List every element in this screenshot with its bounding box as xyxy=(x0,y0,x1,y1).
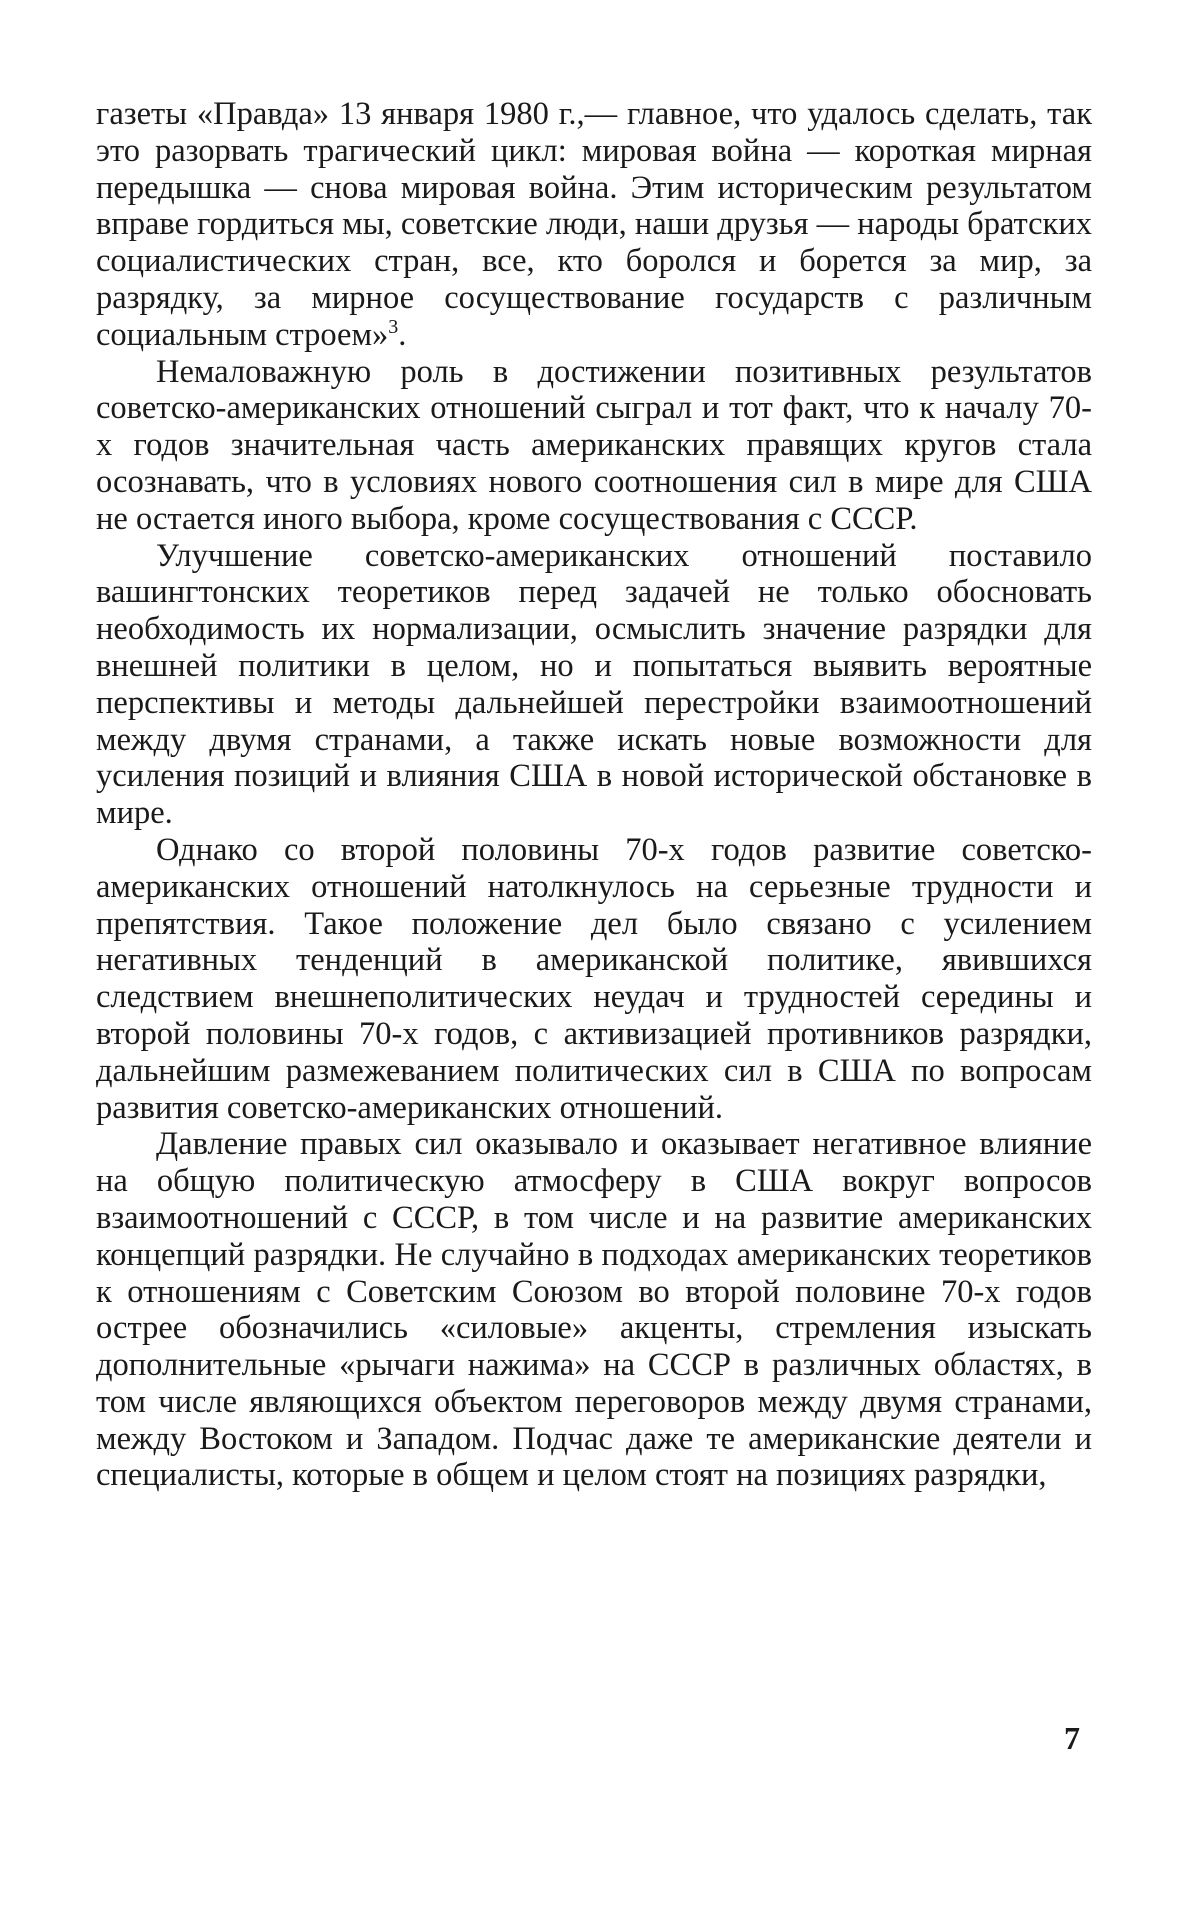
paragraph-4: Однако со второй половины 70-х годов развитие советско-американских отношений натолкнулось на серьезные трудности и препятствия. Такое положение дел было связано с усилением негативных тенденций в американской политике, явившихся следствием внешнеполитических неудач и трудностей середины и второй половины 70-х годов, с активизацией противников разрядки, дальнейшим размежеванием политических сил в США по вопросам развития советско-американских отношений. xyxy=(96,831,1092,1126)
footnote-ref-3: 3 xyxy=(388,315,399,338)
paragraph-2: Немаловажную роль в достижении позитивных результатов советско-американских отношений сыграл и тот факт, что к началу 70-х годов значительная часть американских правящих кругов стала осознавать, что в условиях нового соотношения сил в мире для США не остается иного выбора, кроме сосуществования с СССР. xyxy=(96,353,1092,537)
paragraph-1-tail: . xyxy=(398,316,407,353)
page-body xyxy=(96,96,1092,1494)
page-number: 7 xyxy=(1064,1720,1080,1756)
paragraph-1 xyxy=(96,96,1092,354)
paragraph-5: Давление правых сил оказывало и оказывает негативное влияние на общую политическую атмосферу в США вокруг вопросов взаимоотношений с СССР, в том числе и на развитие американских концепций разрядки. Не случайно в подходах американских теоретиков к отношениям с Советским Союзом во второй половине 70-х годов острее обозначились «силовые» акценты, стремления изыскать дополнительные «рычаги нажима» на СССР в различных областях, в том числе являющихся объектом переговоров между двумя странами, между Востоком и Западом. Подчас даже те американские деятели и специалисты, которые в общем и целом стоят на позициях разрядки, xyxy=(96,1126,1092,1494)
paragraph-3: Улучшение советско-американских отношений поставило вашингтонских теоретиков перед задачей не только обосновать необходимость их нормализации, осмыслить значение разрядки для внешней политики в целом, но и попытаться выявить вероятные перспективы и методы дальнейшей перестройки взаимоотношений между двумя странами, а также искать новые возможности для усиления позиций и влияния США в новой исторической обстановке в мире. xyxy=(96,537,1092,832)
paragraph-1-text: газеты «Правда» 13 января 1980 г.,— главное, что удалось сделать, так это разорвать трагический цикл: мировая война — короткая мирная передышка — снова мировая война. Этим историческим результатом вправе гордиться мы, советские люди, наши друзья — народы братских социалистических стран, все, кто боролся и борется за мир, за разрядку, за мирное сосуществование государств с различным социальным строем» xyxy=(96,96,1092,353)
